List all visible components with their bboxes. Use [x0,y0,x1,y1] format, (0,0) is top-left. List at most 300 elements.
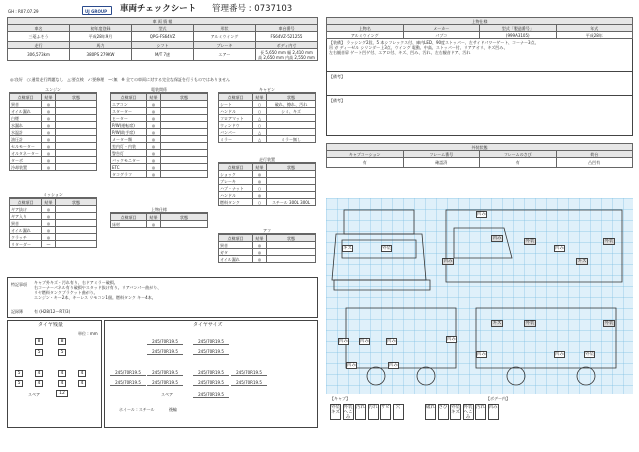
damage-label: 凹み [347,363,356,368]
check-state [267,242,316,249]
check-row [10,115,97,122]
check-item: 異音 [10,220,42,227]
exterior-header: フレームのさび [480,151,557,158]
check-state [56,220,97,227]
bottom-legend [326,396,633,428]
running-title: 走行装置 [218,157,316,163]
check-result: ◎ [147,150,161,157]
col-header: 状態 [267,235,316,242]
legend-item: —:無 [108,77,118,82]
cabin-section [218,87,316,143]
vehicle-section-title: 車 両 情 報 [8,18,318,25]
cabin-title: キャビン [218,87,316,93]
check-item: ヒーター [111,115,147,122]
check-item: バックモニター [111,157,147,164]
legend-box: 外装キズ [330,404,341,420]
tire-size-cell: 245/70R19.5 [193,349,229,355]
check-result: ◎ [147,171,161,178]
exterior-header: フレーム番号 [403,151,480,158]
damage-label: 凹み [447,337,456,342]
brake-value: エアー [194,49,256,61]
check-state [267,122,316,129]
damage-label: 凹み [555,246,564,251]
tire-size-cell: 245/70R19.5 [110,370,146,376]
vehicle-value: 平成28年9月 [70,32,132,42]
upper-equipment-box [326,39,633,72]
upper-equipment-line: 左右観音扉 ゲート凹ゲ付、エアロ付、キズ、凹み、汚れ、左右観音ドア、汚れ [329,50,471,55]
check-state: 破れ、擦れ、汚れ [267,101,316,108]
vehicle-header: ブレーキ [194,42,256,49]
check-item: ミラー [219,136,253,143]
tire-depth-value: 4 [35,380,43,387]
check-result: ◎ [42,157,56,164]
check-row [219,199,316,206]
check-result: ◎ [42,129,56,136]
spare-size-label: スペア [161,392,173,397]
upper-check-title: 上物仕様 [110,207,208,213]
check-result: ◎ [42,108,56,115]
damage-label: 凹み [387,339,396,344]
check-item: 異音 [219,242,253,249]
upper-note-label: 【備考】 [329,74,345,79]
check-state [161,108,208,115]
tire-depth-unit: 単位 : mm [78,331,98,336]
check-row [219,185,316,192]
check-state [161,122,208,129]
check-state [56,101,97,108]
check-result: ○ [253,199,267,206]
mission-section [9,192,97,248]
check-result: ◎ [42,234,56,241]
running-table [218,163,316,206]
electrical-section [110,87,208,178]
tire-size-cell: 245/70R19.5 [231,380,267,386]
damage-label: 凹み [443,259,453,264]
check-result: ◎ [147,157,161,164]
check-item: ショック [219,171,253,178]
tire-size-cell: 245/70R19.5 [147,339,183,345]
check-item: P/W(助手席) [111,129,147,136]
col-header: 結果 [253,164,267,171]
damage-label: キズ [492,321,502,326]
exterior-value: 有 [327,158,404,168]
check-state [161,136,208,143]
legend-box: 汚れ [368,404,379,420]
col-header: 点検項目 [10,199,42,206]
col-header: 状態 [161,214,208,221]
check-item: クラッチ [10,234,42,241]
page-title: 車両チェックシート [120,4,197,14]
tire-depth-value: 4 [35,370,43,377]
check-state [56,213,97,220]
damage-label: キズ [343,246,352,251]
legend-box: サビ [380,404,391,420]
check-state [56,157,97,164]
col-header: 結果 [42,94,56,101]
legend-item: ◎:良好 [10,77,23,82]
damage-label: 外装 [525,321,535,326]
check-result: ◎ [42,164,56,171]
check-row [111,136,208,143]
damage-label: 凹み [492,236,502,241]
check-result: ◎ [147,221,161,228]
tire-size-cell: 245/70R19.5 [193,339,229,345]
shift-value [132,49,194,61]
special-notes-label: 特記事項 [11,282,27,287]
damage-diagram [326,198,633,394]
upper-spec-value: アルミウイング [327,32,404,39]
check-row [219,115,316,122]
check-item: 異音 [10,101,42,108]
col-header: 状態 [267,164,316,171]
tire-size-cell: 245/70R19.5 [110,380,146,386]
legend-box: 汚れ [355,404,366,420]
check-state [56,115,97,122]
check-item: オイル漏れ [10,108,42,115]
legend-box: 外装キズ [450,404,461,420]
col-header: 結果 [147,94,161,101]
check-row [10,108,97,115]
damage-label: 凹み [477,352,486,357]
electrical-table [110,93,208,178]
vehicle-header: 走行 [8,42,70,49]
col-header: 点検項目 [219,94,253,101]
check-result: ○ [253,108,267,115]
check-result: ◎ [147,143,161,150]
damage-label: 外装 [604,321,614,326]
check-item: ギア入り [10,213,42,220]
check-result: ◎ [42,213,56,220]
check-state [161,101,208,108]
damage-label: 外装 [525,239,535,244]
check-result: ◎ [147,136,161,143]
damage-label: 外装 [604,239,614,244]
check-row [10,101,97,108]
tire-size-cell: 245/70R19.5 [231,370,267,376]
tire-size-cell: 245/70R19.5 [193,370,229,376]
check-state [56,129,97,136]
check-item: ターボ [10,157,42,164]
check-row [10,150,97,157]
damage-label: 外装 [382,246,391,251]
upper-equipment-line: 吊 ガ ディーゼル シリンダー上3点、ウイング 電動、中高、ストッパー付、リアアオリ、キズ凹み、 [329,45,508,50]
check-row [10,157,97,164]
special-note-line: キャブ外キズ・汚れ有り、右ドアミラー破損。 [34,280,118,285]
tire-depth-title: タイヤ残量 [38,322,63,328]
electrical-title: 電装関係 [110,87,208,93]
exterior-value: 有 [480,158,557,168]
check-result: ◎ [42,115,56,122]
upper-check-section [110,207,208,228]
upper-note2-box [326,96,633,136]
vehicle-header: 形状 [194,25,256,32]
tire-depth-value: 5 [35,349,43,356]
check-state: ミラー無し [267,136,316,143]
check-result: ◎ [42,136,56,143]
check-item: 床材 [111,221,147,228]
check-row [10,220,97,227]
body-dims-cell [256,49,318,61]
check-row [219,108,316,115]
upper-spec-header: 上物名 [327,25,404,32]
body-dims-line: 長 5,650 mm 幅 2,410 mm [260,49,313,55]
tire-size-cell: 245/70R19.5 [147,370,183,376]
check-row [111,157,208,164]
special-note-line: エンジン・キー2本、キーレス リモコン1個。燃料タンク キー4本。 [34,295,156,300]
check-row [10,136,97,143]
exterior-header: キャブコーション [327,151,404,158]
col-header: 点検項目 [10,94,42,101]
check-state [56,227,97,234]
col-header: 結果 [253,94,267,101]
check-state [267,171,316,178]
check-item: 油圧計 [10,136,42,143]
tire-depth-value: 4 [78,380,86,387]
vehicle-header: 馬力 [70,42,132,49]
check-result: △ [253,129,267,136]
record-label: 記録簿 [11,309,23,314]
check-result: ◎ [147,164,161,171]
col-header: 状態 [56,94,97,101]
check-row [10,213,97,220]
vehicle-value: FS64VZ-521255 [256,32,318,42]
exterior-header: 荷台 [556,151,633,158]
check-item: 燃料タンク [219,199,253,206]
upper-spec-header: 年式 [556,25,633,32]
col-header: 状態 [161,94,208,101]
check-item: ブレーキ [219,178,253,185]
check-item: 水温計 [10,129,42,136]
check-state [56,122,97,129]
vehicle-header: ボディ内寸 [256,42,318,49]
check-item: P/W(運転席) [111,122,147,129]
damage-label: 凹み [477,212,486,217]
col-header: 点検項目 [111,94,147,101]
check-state [56,150,97,157]
check-state [56,241,97,248]
management-label: 管理番号 : [212,4,255,14]
check-result: ◎ [147,108,161,115]
upper-note2-label: 【備考】 [329,98,345,103]
body-dims-line: 高 2,650 mm 内高 2,550 mm [258,54,315,60]
check-state [161,221,208,228]
check-item: 水漏れ [10,122,42,129]
check-item: フロアマット [219,115,253,122]
check-result: ◎ [253,242,267,249]
check-item: ギア抜け [10,206,42,213]
wheel-label: ホイール : スチール [119,407,155,412]
legend-note: ※ 全ての車両に対する完全な保証を行うものではありません [121,77,230,82]
management-value: 0737103 [254,4,293,14]
check-row [10,143,97,150]
upper-note-box [326,72,633,96]
truck-diagram-svg [326,198,633,394]
suspension-title: アフ [218,228,316,234]
check-state [56,143,97,150]
col-header: 結果 [253,235,267,242]
check-item: 白煙 [10,115,42,122]
check-state [161,150,208,157]
check-item: シート [219,101,253,108]
check-row [219,242,316,249]
check-result: ◎ [253,249,267,256]
check-item: リターダー [10,241,42,248]
tire-depth-value: 5 [15,380,23,387]
upper-spec-section [326,17,633,136]
check-state [56,206,97,213]
spare-label: スペア [28,392,40,397]
legend-row [10,77,310,82]
check-row [111,108,208,115]
check-result: ◎ [147,129,161,136]
tire-depth-box [7,320,102,428]
legend-box: 破れ [425,404,436,420]
upper-table [110,213,208,228]
check-state [161,164,208,171]
check-item: ガタ [219,249,253,256]
legend-item: △:要点検 [67,77,84,82]
check-item: タコグラフ [111,171,147,178]
upper-spec-value: (999A3105) [480,32,557,39]
check-state [161,157,208,164]
damage-label: 外装 [585,352,594,357]
gear-count: 7速 [163,52,171,57]
check-result: ◎ [147,115,161,122]
check-result: ◎ [42,220,56,227]
upper-spec-title: 上物仕様 [327,18,633,25]
legend-box: 外装へこみ [343,405,353,420]
check-result: ◎ [253,256,267,263]
record-value: 有 (H28/12〜R7/3) [34,309,71,314]
vehicle-header: 車名 [8,25,70,32]
special-note-line: リヤ燃料タンクブラケット曲がり。 [34,290,98,295]
print-date: GH : R07.07.29 [8,9,39,14]
damage-label: 凹み [555,352,564,357]
check-row [111,150,208,157]
mileage-value: 306,573km [8,49,70,61]
check-state [56,164,97,171]
tire-size-cell: 245/70R19.5 [147,380,183,386]
running-section [218,157,316,206]
check-state: シミ、キズ [267,108,316,115]
legend-box: 外装へこみ [463,405,473,420]
check-item: セルモーター [10,143,42,150]
legend-body-label: 【ボデー内】 [486,396,510,401]
check-row [219,249,316,256]
logo-text: UJ GROUP [85,9,108,14]
check-state [267,185,316,192]
check-item: バンパー [219,129,253,136]
tire-depth-value: 8 [58,338,66,345]
check-row [111,115,208,122]
tire-depth-value: 5 [15,370,23,377]
check-item: ハブ・ナット [219,185,253,192]
check-result: ◎ [42,101,56,108]
exterior-value: 凸凹有 [556,158,633,168]
check-row [111,129,208,136]
check-state [267,192,316,199]
exterior-value: 確認済 [403,158,480,168]
damage-label: 凹み [339,339,348,344]
col-header: 点検項目 [219,235,253,242]
check-state [161,115,208,122]
mission-table [9,198,97,248]
vehicle-header: 車台番号 [256,25,318,32]
tire-size-title: タイヤサイズ [193,322,223,328]
tire-size-cell: 245/70R19.5 [147,349,183,355]
check-row [219,256,316,263]
check-item: スターター [111,108,147,115]
check-row [219,192,316,199]
shift-type: M/T [154,52,163,57]
check-row [111,171,208,178]
check-state [267,178,316,185]
check-item: オイル漏れ [10,227,42,234]
check-state [267,129,316,136]
check-row [10,241,97,248]
check-row [10,227,97,234]
check-item: ハンドル [219,108,253,115]
tire-depth-value: 4 [58,370,66,377]
damage-label: 凹み [389,363,398,368]
col-header: 状態 [56,199,97,206]
check-result: — [42,241,56,248]
grid-background [326,198,633,394]
wheel-value: 後輪 [169,407,177,412]
check-item: メーター類 [111,136,147,143]
upper-spec-value: 平成28年 [556,32,633,39]
check-state [161,129,208,136]
check-row [10,164,97,171]
check-state [161,171,208,178]
check-row [111,221,208,228]
check-row [10,122,97,129]
check-row [111,122,208,129]
check-result: △ [253,136,267,143]
legend-box: 凹み [488,404,499,420]
check-item: 冷却装置 [10,164,42,171]
check-row [219,136,316,143]
special-note-line: 右コーナーパネル有り破損やスタッド抜け有り。リアバンパー曲がり、 [34,285,162,290]
check-result: ○ [253,122,267,129]
tire-size-box [104,320,318,428]
suspension-section [218,228,316,263]
col-header: 状態 [267,94,316,101]
tire-depth-value: 4 [58,380,66,387]
power-value: 380PS 279KW [70,49,132,61]
spare-size-value: 245/70R19.5 [193,392,229,398]
tire-depth-value: 8 [35,338,43,345]
engine-section [9,87,97,171]
check-state [56,234,97,241]
check-result: ○ [253,101,267,108]
upper-equipment-line: 【装備】 ラッシング2段、5 本シフレックス付、庫内LED、90度ストッパー、左サイドパワーゲート、コーナー3点、 [329,40,539,45]
management-number [212,4,292,15]
check-item: ETC [111,164,147,171]
check-result: ○ [253,185,267,192]
vehicle-header: 型式 [132,25,194,32]
check-result: ◎ [42,206,56,213]
engine-table [9,93,97,171]
check-result: △ [253,115,267,122]
check-result: ◎ [147,122,161,129]
vehicle-value: 三菱ふそう [8,32,70,42]
col-header: 点検項目 [111,214,147,221]
cabin-table [218,93,316,143]
engine-title: エンジン [9,87,97,93]
check-row [111,101,208,108]
legend-item: ✓:要修理 [87,77,105,82]
